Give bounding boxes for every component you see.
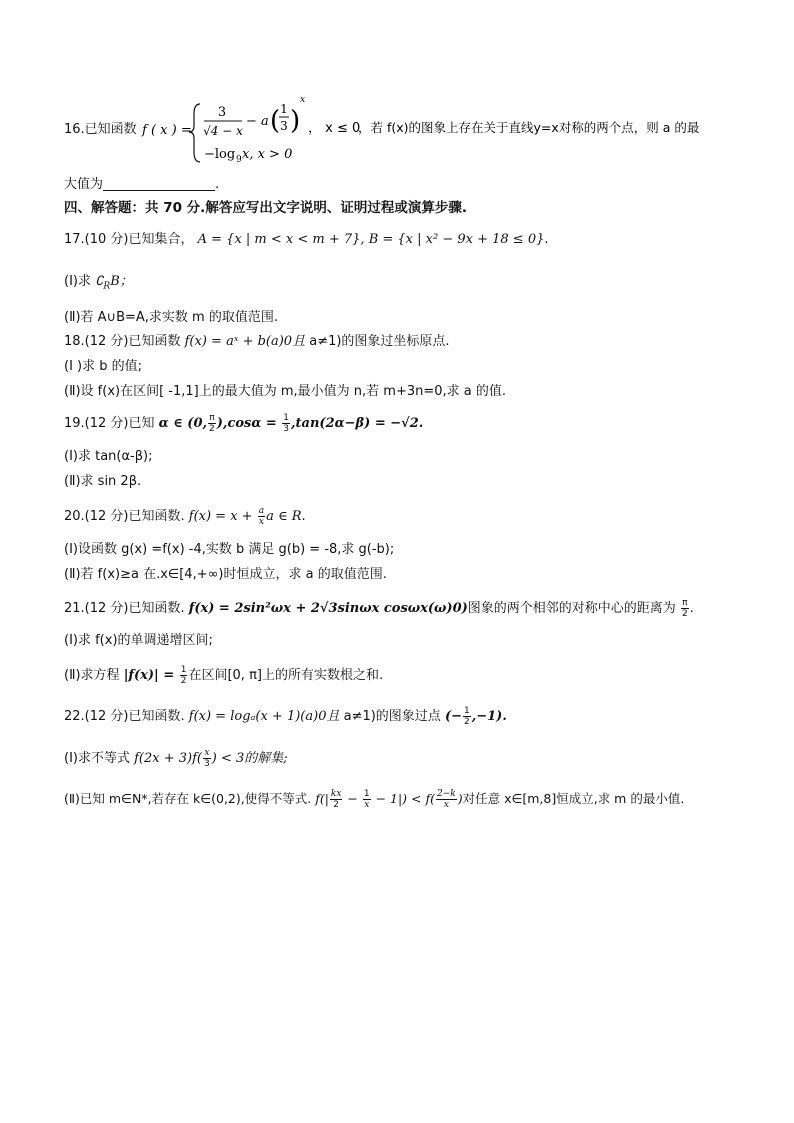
- q19-pi-half: $\frac{\pi}{2}$: [209, 413, 215, 434]
- q16-exp: x: [300, 96, 306, 105]
- q22-p2-m1: f(|: [315, 791, 329, 806]
- q16-case1-num: 3: [217, 105, 227, 120]
- q22-tail: a≠1)的图象过点: [339, 709, 445, 724]
- q21-end: .: [689, 601, 694, 616]
- q20-stem: [64, 506, 306, 527]
- q17-p1-tail: B；: [110, 274, 133, 289]
- q16-answer-blank[interactable]: [103, 176, 215, 191]
- q17-stem: [64, 231, 549, 249]
- q22-kx-over-2: $\frac{kx}{2}$: [330, 789, 342, 810]
- q21-p2-a: (Ⅱ)求方程: [64, 668, 124, 683]
- q19-stem: [64, 413, 423, 434]
- q17-p1-math: ∁: [95, 274, 104, 289]
- q22-math: f(x) = logₐ(x + 1)(a)0且: [188, 709, 340, 724]
- q22-p2-b: 对任意 x∈[m,8]恒成立,求 m 的最小值.: [462, 791, 685, 806]
- q22-p1-math: f(2x + 3)f(: [134, 751, 202, 766]
- q16-paren-left: (: [270, 106, 281, 136]
- q18-math: f(x) = aˣ + b(a)0且: [184, 334, 306, 349]
- q16-line2-end: .: [215, 177, 220, 192]
- q17-end: .: [544, 232, 549, 247]
- q16-cond1: ， x ≤ 0: [308, 121, 361, 136]
- q20-part2: (Ⅱ)若 f(x)≥a 在.x∈[4,+∞)时恒成立，求 a 的取值范围.: [64, 567, 387, 582]
- q22-p1-a: (Ⅰ)求不等式: [64, 751, 135, 766]
- q20-part1: (Ⅰ)设函数 g(x) =f(x) -4,实数 b 满足 g(b) = -8,求 g(-b);: [64, 542, 395, 557]
- q16-fx: f ( x ) =: [142, 123, 192, 138]
- q20-math-b: a ∈ R.: [266, 509, 306, 524]
- q21-p2-b: 在区间[0, π]上的所有实数根之和.: [188, 668, 384, 683]
- q16-rest: ，若 f(x)的图象上存在关于直线y=x对称的两个点，则 a 的最: [358, 120, 700, 135]
- q16-paren-right: ): [290, 106, 301, 136]
- q22-p2-m4: ): [457, 791, 463, 806]
- q18-part2: (Ⅱ)设 f(x)在区间[ -1,1]上的最大值为 m,最小值为 n,若 m+3n=0,求 a 的值.: [64, 384, 507, 399]
- q17-part1: [64, 273, 133, 296]
- q22-p2-a: (Ⅱ)已知 m∈N*,若存在 k∈(0,2),使得不等式.: [64, 791, 316, 806]
- q22-p2-m2: −: [343, 791, 362, 806]
- q20-a-over-x: $\frac{a}{x}$: [258, 506, 265, 527]
- q21-head: 21.(12 分)已知函数.: [64, 601, 189, 616]
- q21-part1: (Ⅰ)求 f(x)的单调递增区间;: [64, 633, 213, 648]
- q19-part1: (Ⅰ)求 tan(α-β);: [64, 449, 153, 464]
- q19-part2: (Ⅱ)求 sin 2β.: [64, 474, 142, 489]
- q18-head: 18.(12 分)已知函数: [64, 334, 185, 349]
- q22-1-over-x: $\frac{1}{x}$: [363, 789, 370, 810]
- q19-head: 19.(12 分)已知: [64, 416, 159, 431]
- q17-math: A = {x | m < x < m + 7}, B = {x | x² − 9x + 18 ≤ 0}: [197, 232, 545, 247]
- q19-math-a: α ∈ (0,: [158, 416, 208, 431]
- q16-line2: [64, 176, 219, 194]
- q16-piecewise-function: [112, 96, 752, 168]
- q16-prefix: 16.已知函数: [64, 122, 137, 137]
- q22-point-b: ,−1).: [471, 709, 507, 724]
- q22-stem: [64, 706, 507, 727]
- q18-stem: [64, 333, 450, 351]
- q16-case2-tail: x, x > 0: [242, 147, 293, 162]
- q17-p1-sub: R: [103, 281, 111, 292]
- q22-head: 22.(12 分)已知函数.: [64, 709, 189, 724]
- q16-third-num: 1: [280, 102, 288, 116]
- q21-tail: 图象的两个相邻的对称中心的距离为: [467, 601, 680, 616]
- q17-part2: (Ⅱ)若 A∪B=A,求实数 m 的取值范围.: [64, 310, 278, 325]
- q17-head: 17.(10 分)已知集合，: [64, 232, 194, 247]
- q22-part1: [64, 748, 288, 769]
- q22-2mk-over-x: $\frac{2-k}{x}$: [436, 789, 456, 810]
- q21-p2-math: |f(x)| =: [123, 668, 179, 683]
- q16-case2-sub: 9: [236, 155, 242, 165]
- q21-one-half: $\frac{1}{2}$: [180, 665, 187, 686]
- q21-math: f(x) = 2sin²ωx + 2√3sinωx cosωx(ω)0): [188, 601, 468, 616]
- q22-point-a: (−: [444, 709, 462, 724]
- q18-tail: a≠1)的图象过坐标原点.: [305, 334, 450, 349]
- q19-one-third: $\frac{1}{3}$: [283, 413, 290, 434]
- q22-p1-b: ) < 3的解集;: [211, 751, 288, 766]
- q18-part1: (Ⅰ )求 b 的值;: [64, 359, 143, 374]
- q16-case1-tail: − a: [246, 114, 269, 129]
- q16-third-den: 3: [280, 119, 288, 133]
- q20-head: 20.(12 分)已知函数.: [64, 509, 189, 524]
- q19-math-c: ,tan(2α−β) = −√2.: [291, 416, 424, 431]
- q19-math-b: ),cosα =: [216, 416, 282, 431]
- q17-p1-label: (Ⅰ)求: [64, 274, 96, 289]
- q16-line2-text: 大值为: [64, 177, 104, 192]
- q21-part2: [64, 665, 383, 686]
- q16-case1-den: √4 − x: [203, 124, 243, 138]
- q22-x-over-3: $\frac{x}{3}$: [204, 748, 210, 769]
- q21-pi-half: $\frac{\pi}{2}$: [681, 598, 688, 619]
- q22-p2-m3: − 1|) < f(: [371, 791, 435, 806]
- section-4-heading: 四、解答题：共 70 分.解答应写出文字说明、证明过程或演算步骤.: [64, 200, 467, 216]
- q20-math-a: f(x) = x +: [188, 509, 257, 524]
- q16-case2: −log: [204, 147, 236, 162]
- q21-stem: [64, 598, 694, 619]
- q22-part2: [64, 789, 684, 810]
- q22-point-frac: $\frac{1}{2}$: [463, 706, 470, 727]
